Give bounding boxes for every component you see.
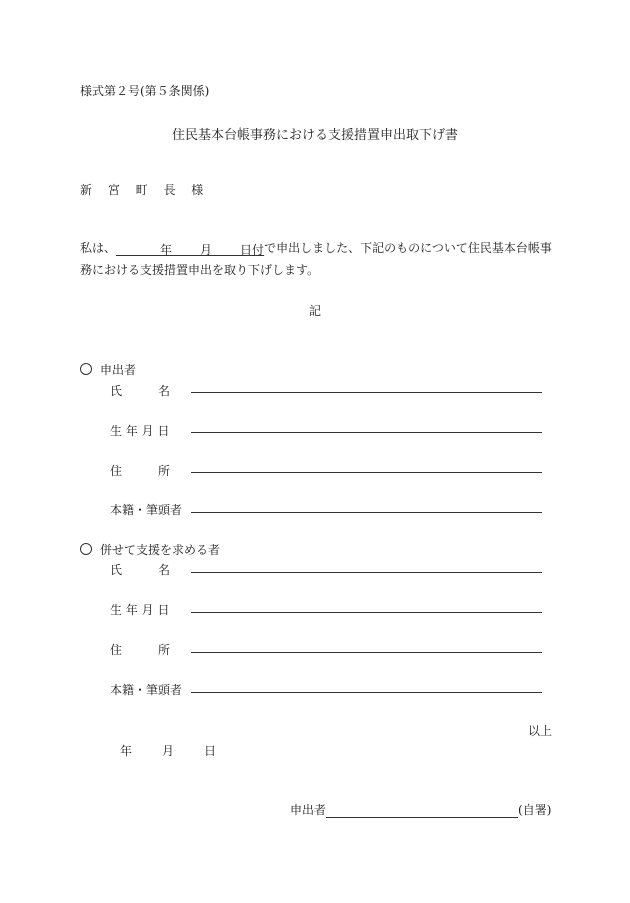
body-text-line-2: 務における支援措置申出を取り下げします。 [80,263,320,277]
date-day-label: 日 [204,744,217,758]
companion-birthdate-label: 生 年 月 日 [110,603,170,617]
companion-birthdate-field[interactable] [191,612,542,613]
circle-icon [80,543,92,555]
date-year-label: 年 [120,744,133,758]
applicant-domicile-label: 本籍・筆頭者 [110,503,183,517]
body-text-line-1 [80,239,552,256]
document-title: 住民基本台帳事務における支援措置申出取下げ書 [171,128,458,143]
signature-note: (自署) [518,803,552,817]
record-label: 記 [308,304,321,318]
signature-field[interactable] [326,803,518,818]
circle-icon [80,363,92,375]
companion-domicile-field[interactable] [191,692,542,693]
section-companion-heading: 併せて支援を求める者 [80,541,220,558]
applicant-name-field[interactable] [191,392,542,393]
companion-name-field[interactable] [191,572,542,573]
month-blank-label: 月 [200,241,240,256]
companion-address-field[interactable] [191,652,542,653]
applicant-birthdate-label: 生 年 月 日 [110,424,170,438]
applicant-domicile-field[interactable] [191,512,542,513]
day-blank-label: 日付 [240,243,265,257]
companion-address-label: 住 所 [110,643,171,657]
date-row [120,742,216,759]
section-applicant-heading: 申出者 [80,361,136,378]
applicant-address-field[interactable] [191,472,542,473]
companion-name-label: 氏 名 [110,563,171,577]
form-number: 様式第２号(第５条関係) [80,84,210,98]
applicant-address-label: 住 所 [110,464,171,478]
year-blank-label: 年 [160,241,200,256]
signature-label: 申出者 [290,803,327,817]
body-line1-suffix: で申出しました、下記のものについて住民基本台帳事 [264,241,552,255]
era-blank[interactable] [116,241,160,256]
applicant-birthdate-field[interactable] [191,432,542,433]
signature-row [290,801,551,818]
body-prefix: 私は、 [80,241,117,255]
date-month-label: 月 [162,744,175,758]
closing-text: 以上 [528,724,553,738]
applicant-name-label: 氏 名 [110,384,171,398]
addressee: 新 宮 町 長 様 [80,183,210,197]
companion-domicile-label: 本籍・筆頭者 [110,683,183,697]
